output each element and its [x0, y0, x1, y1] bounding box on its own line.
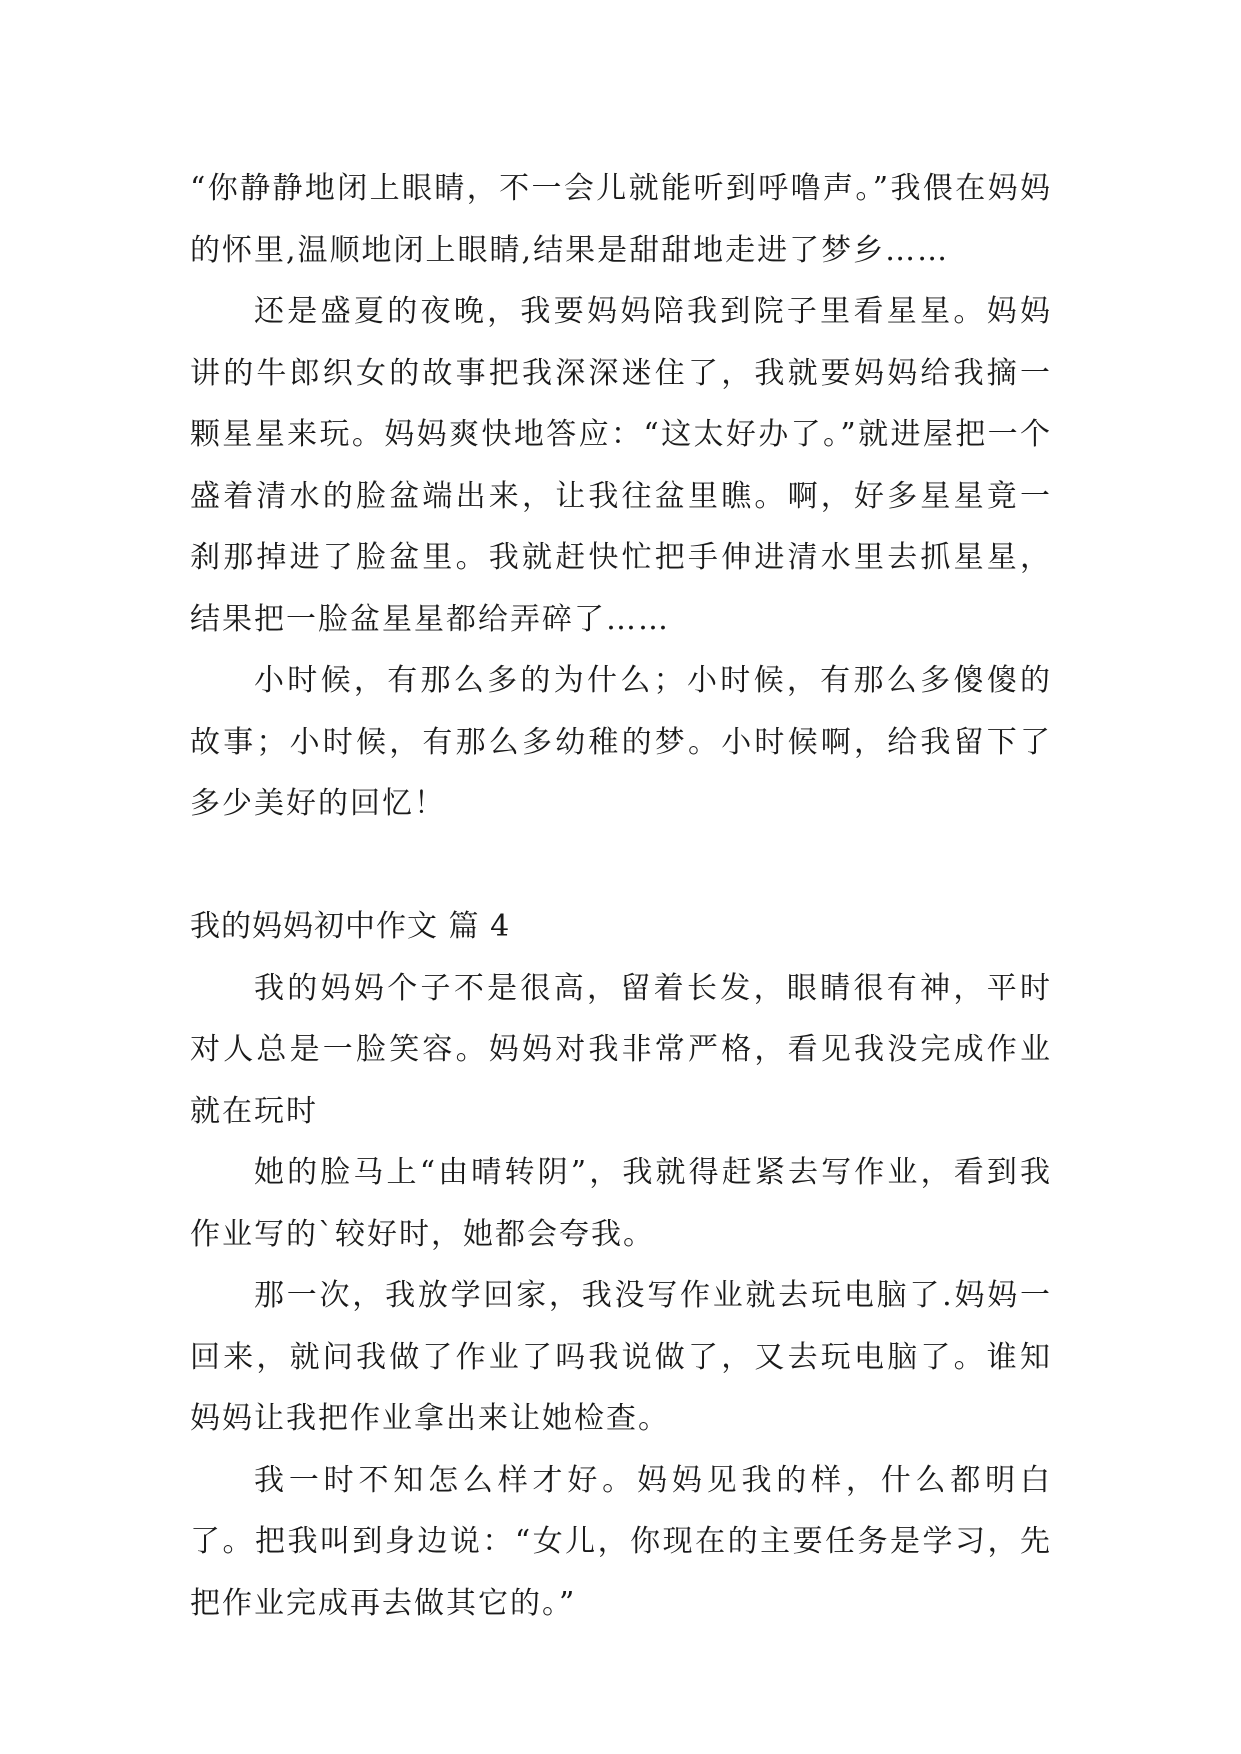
paragraph-1: “你静静地闭上眼睛，不一会儿就能听到呼噜声。”我偎在妈妈的怀里,温顺地闭上眼睛,结果是甜甜地走进了梦乡……: [190, 171, 1052, 268]
essay-body: [190, 158, 1052, 1634]
section-spacer: [190, 835, 1052, 897]
paragraph-7: 我一时不知怎么样才好。妈妈见我的样，什么都明白了。把我叫到身边说：“女儿，你现在的主要任务是学习，先把作业完成再去做其它的。”: [190, 1462, 1052, 1621]
paragraph-3: 小时候，有那么多的为什么；小时候，有那么多傻傻的故事；小时候，有那么多幼稚的梦。小时候啊，给我留下了多少美好的回忆！: [190, 663, 1052, 821]
paragraph-6: 那一次，我放学回家，我没写作业就去玩电脑了.妈妈一回来，就问我做了作业了吗我说做了，又去玩电脑了。谁知妈妈让我把作业拿出来让她检查。: [190, 1278, 1052, 1436]
paragraph-5: 她的脸马上“由晴转阴”，我就得赶紧去写作业，看到我作业写的`较好时，她都会夸我。: [190, 1155, 1052, 1252]
paragraph-2: 还是盛夏的夜晚，我要妈妈陪我到院子里看星星。妈妈讲的牛郎织女的故事把我深深迷住了，我就要妈妈给我摘一颗星星来玩。妈妈爽快地答应：“这太好办了。”就进屋把一个盛着清水的脸盆端出来，让我往盆里瞧。啊，好多星星竟一刹那掉进了脸盆里。我就赶快忙把手伸进清水里去抓星星，结果把一脸盆星星都给弄碎了……: [190, 294, 1052, 637]
section-heading: 我的妈妈初中作文 篇 4: [190, 909, 511, 944]
paragraph-4: 我的妈妈个子不是很高，留着长发，眼睛很有神，平时对人总是一脸笑容。妈妈对我非常严格，看见我没完成作业就在玩时: [190, 970, 1052, 1129]
